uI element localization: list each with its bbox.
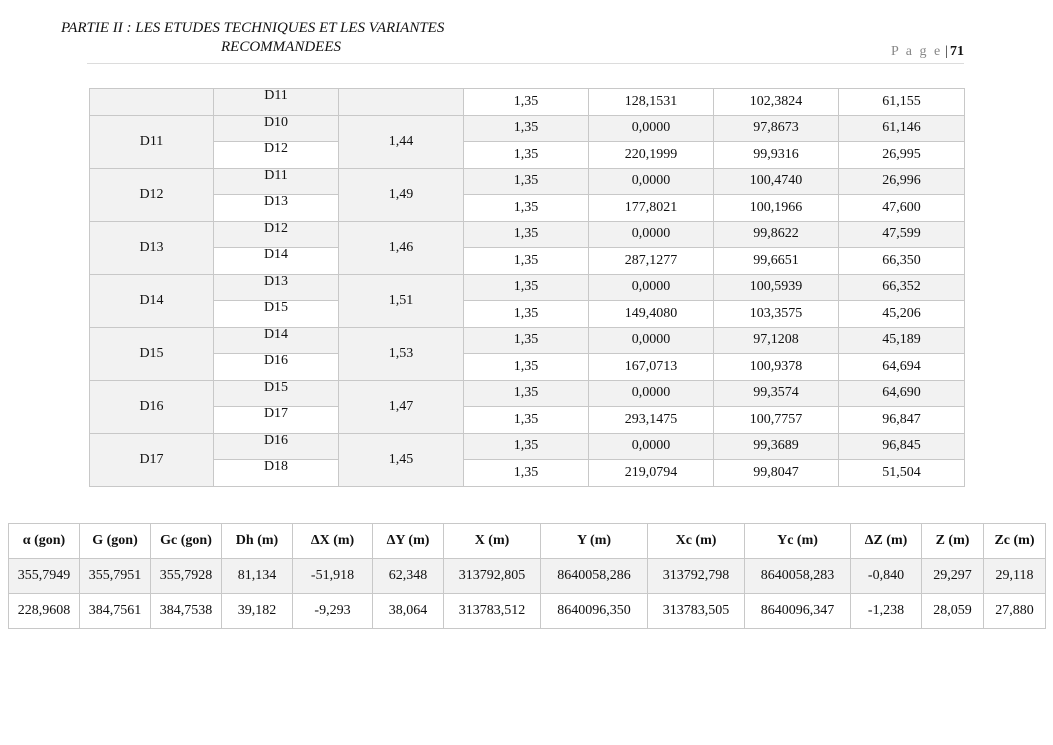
value-cell: 0,0000 [589, 433, 714, 460]
value-cell: 64,694 [839, 354, 965, 381]
table-row [90, 380, 965, 407]
value-cell: 177,8021 [589, 195, 714, 222]
value-cell: 1,35 [464, 433, 589, 460]
table-row [90, 221, 965, 248]
value-cell: 99,6651 [714, 248, 839, 275]
target-cell: D14 [214, 248, 339, 275]
value-cell: 1,35 [464, 380, 589, 407]
instrument-height-cell: 1,47 [339, 380, 464, 433]
value-cell: 0,0000 [589, 115, 714, 142]
target-cell: D15 [214, 301, 339, 328]
header-title-line2: RECOMMANDEES [221, 39, 341, 55]
value-cell: 1,35 [464, 89, 589, 116]
value-cell: 220,1999 [589, 142, 714, 169]
table-row [9, 559, 1046, 594]
value-cell: 287,1277 [589, 248, 714, 275]
instrument-height-cell: 1,51 [339, 274, 464, 327]
table-cell: 8640058,286 [541, 559, 648, 594]
value-cell: 1,35 [464, 168, 589, 195]
table-row [90, 115, 965, 142]
target-cell: D12 [214, 142, 339, 169]
station-cell: D15 [90, 327, 214, 380]
table-header-row [9, 524, 1046, 559]
table-cell: 313792,798 [648, 559, 745, 594]
table-cell: 313783,505 [648, 594, 745, 629]
value-cell: 293,1475 [589, 407, 714, 434]
header-title-line1: PARTIE II : LES ETUDES TECHNIQUES ET LES VARIANTES [61, 20, 445, 36]
table-cell: -0,840 [851, 559, 922, 594]
station-cell: D11 [90, 115, 214, 168]
value-cell: 100,4740 [714, 168, 839, 195]
target-cell: D13 [214, 274, 339, 301]
value-cell: 45,206 [839, 301, 965, 328]
value-cell: 128,1531 [589, 89, 714, 116]
table-cell: 384,7538 [151, 594, 222, 629]
value-cell: 1,35 [464, 248, 589, 275]
table-row [9, 594, 1046, 629]
table-row [90, 354, 965, 381]
value-cell: 96,845 [839, 433, 965, 460]
coordinates-table [8, 523, 1046, 629]
value-cell: 100,1966 [714, 195, 839, 222]
table-cell: -51,918 [293, 559, 373, 594]
station-cell: D12 [90, 168, 214, 221]
value-cell: 1,35 [464, 274, 589, 301]
column-header: X (m) [444, 524, 541, 559]
value-cell: 66,350 [839, 248, 965, 275]
page-number-block [891, 44, 964, 60]
value-cell: 0,0000 [589, 274, 714, 301]
page-header-title [61, 19, 501, 57]
target-cell: D14 [214, 327, 339, 354]
page-separator: | [945, 44, 948, 59]
station-cell: D17 [90, 433, 214, 486]
table-row [90, 89, 965, 116]
target-cell: D15 [214, 380, 339, 407]
instrument-height-cell: 1,49 [339, 168, 464, 221]
target-cell: D13 [214, 195, 339, 222]
target-cell: D12 [214, 221, 339, 248]
target-cell: D16 [214, 433, 339, 460]
table-cell: 313783,512 [444, 594, 541, 629]
target-cell: D10 [214, 115, 339, 142]
value-cell: 64,690 [839, 380, 965, 407]
table-cell: 81,134 [222, 559, 293, 594]
value-cell: 97,1208 [714, 327, 839, 354]
value-cell: 96,847 [839, 407, 965, 434]
table-cell: 38,064 [373, 594, 444, 629]
value-cell: 100,5939 [714, 274, 839, 301]
value-cell: 103,3575 [714, 301, 839, 328]
table-row [90, 433, 965, 460]
value-cell: 66,352 [839, 274, 965, 301]
value-cell: 100,9378 [714, 354, 839, 381]
value-cell: 61,155 [839, 89, 965, 116]
value-cell: 1,35 [464, 221, 589, 248]
value-cell: 219,0794 [589, 460, 714, 487]
table-cell: 228,9608 [9, 594, 80, 629]
value-cell: 1,35 [464, 354, 589, 381]
column-header: Z (m) [922, 524, 984, 559]
table-cell: 355,7949 [9, 559, 80, 594]
column-header: ΔY (m) [373, 524, 444, 559]
instrument-height-cell: 1,45 [339, 433, 464, 486]
value-cell: 45,189 [839, 327, 965, 354]
column-header: Gc (gon) [151, 524, 222, 559]
table-row [90, 460, 965, 487]
station-cell: D13 [90, 221, 214, 274]
column-header: ΔZ (m) [851, 524, 922, 559]
table-cell: 8640096,347 [745, 594, 851, 629]
table-cell: -9,293 [293, 594, 373, 629]
value-cell: 61,146 [839, 115, 965, 142]
observations-table [89, 88, 965, 487]
target-cell: D16 [214, 354, 339, 381]
column-header: Xc (m) [648, 524, 745, 559]
page-number: 71 [950, 44, 964, 59]
column-header: ΔX (m) [293, 524, 373, 559]
table-cell: 29,297 [922, 559, 984, 594]
value-cell: 0,0000 [589, 221, 714, 248]
table-cell: 29,118 [984, 559, 1046, 594]
value-cell: 99,3574 [714, 380, 839, 407]
value-cell: 102,3824 [714, 89, 839, 116]
table-cell: 313792,805 [444, 559, 541, 594]
table-cell: 62,348 [373, 559, 444, 594]
value-cell: 167,0713 [589, 354, 714, 381]
value-cell: 47,599 [839, 221, 965, 248]
value-cell: 0,0000 [589, 168, 714, 195]
instrument-height-cell: 1,44 [339, 115, 464, 168]
value-cell: 1,35 [464, 327, 589, 354]
table-cell: -1,238 [851, 594, 922, 629]
column-header: Zc (m) [984, 524, 1046, 559]
table-cell: 8640058,283 [745, 559, 851, 594]
instrument-height-cell: 1,53 [339, 327, 464, 380]
instrument-height-cell [339, 89, 464, 116]
value-cell: 1,35 [464, 142, 589, 169]
value-cell: 0,0000 [589, 380, 714, 407]
value-cell: 26,996 [839, 168, 965, 195]
table-cell: 28,059 [922, 594, 984, 629]
value-cell: 149,4080 [589, 301, 714, 328]
station-cell: D14 [90, 274, 214, 327]
value-cell: 47,600 [839, 195, 965, 222]
table-cell: 355,7928 [151, 559, 222, 594]
value-cell: 51,504 [839, 460, 965, 487]
column-header: G (gon) [80, 524, 151, 559]
station-cell [90, 89, 214, 116]
column-header: Yc (m) [745, 524, 851, 559]
table-cell: 8640096,350 [541, 594, 648, 629]
value-cell: 1,35 [464, 195, 589, 222]
station-cell: D16 [90, 380, 214, 433]
value-cell: 1,35 [464, 407, 589, 434]
value-cell: 99,9316 [714, 142, 839, 169]
target-cell: D18 [214, 460, 339, 487]
value-cell: 99,8622 [714, 221, 839, 248]
table-row [90, 248, 965, 275]
table-cell: 355,7951 [80, 559, 151, 594]
value-cell: 100,7757 [714, 407, 839, 434]
header-rule [87, 63, 964, 64]
table-row [90, 168, 965, 195]
value-cell: 1,35 [464, 115, 589, 142]
table-cell: 27,880 [984, 594, 1046, 629]
table-row [90, 327, 965, 354]
page-label: P a g e [890, 44, 943, 59]
column-header: Y (m) [541, 524, 648, 559]
value-cell: 26,995 [839, 142, 965, 169]
target-cell: D11 [214, 168, 339, 195]
target-cell: D17 [214, 407, 339, 434]
table-row [90, 274, 965, 301]
value-cell: 99,8047 [714, 460, 839, 487]
value-cell: 0,0000 [589, 327, 714, 354]
value-cell: 97,8673 [714, 115, 839, 142]
target-cell: D11 [214, 89, 339, 116]
table-row [90, 301, 965, 328]
table-cell: 384,7561 [80, 594, 151, 629]
table-row [90, 407, 965, 434]
column-header: α (gon) [9, 524, 80, 559]
value-cell: 99,3689 [714, 433, 839, 460]
table-row [90, 195, 965, 222]
value-cell: 1,35 [464, 460, 589, 487]
column-header: Dh (m) [222, 524, 293, 559]
table-cell: 39,182 [222, 594, 293, 629]
instrument-height-cell: 1,46 [339, 221, 464, 274]
table-row [90, 142, 965, 169]
value-cell: 1,35 [464, 301, 589, 328]
